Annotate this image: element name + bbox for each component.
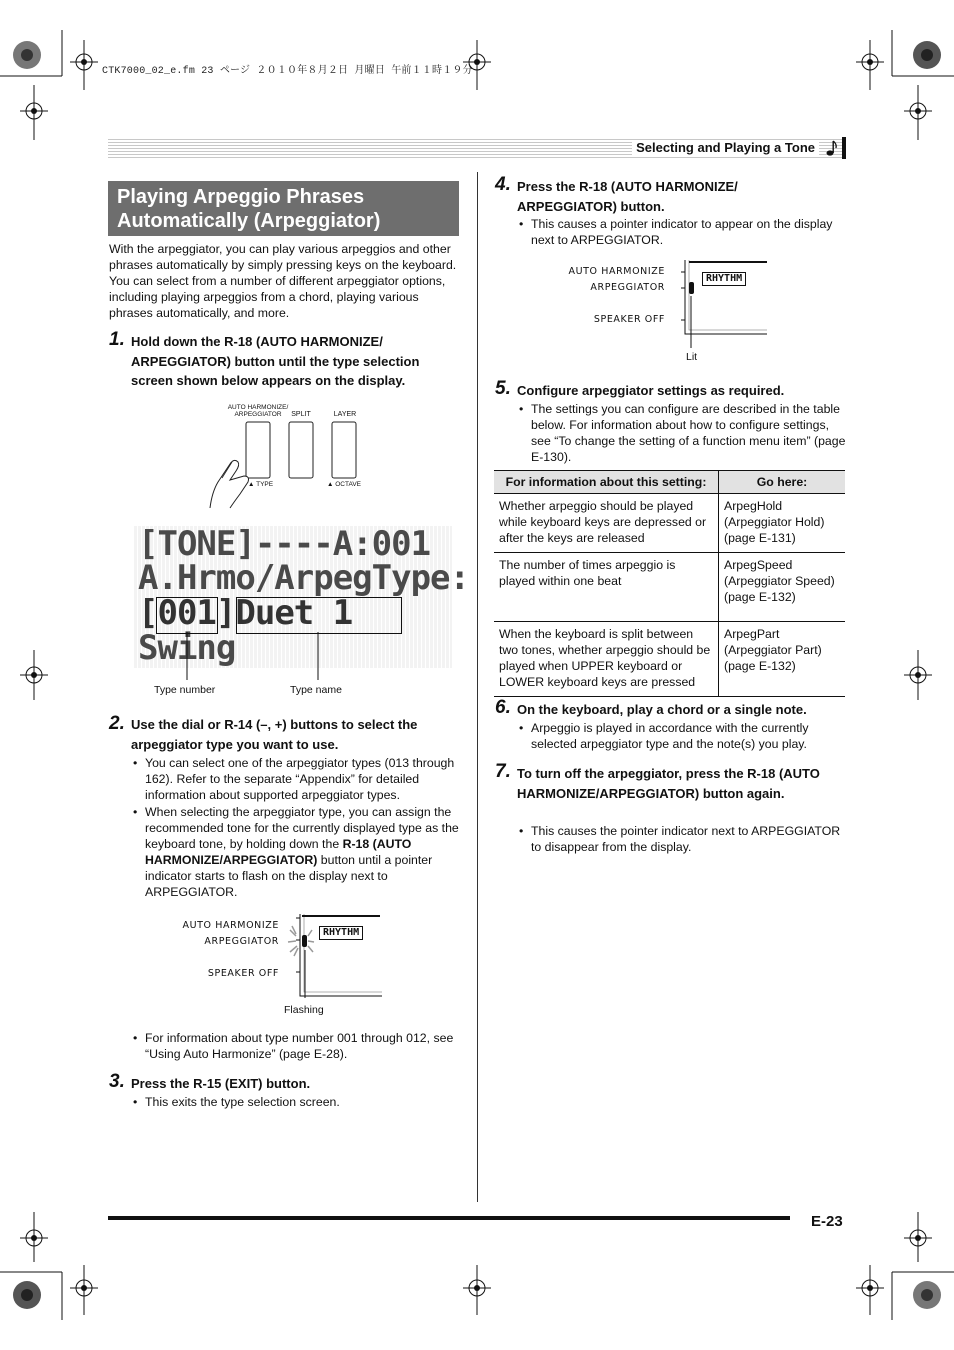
lcd-type-name: Duet 1 (235, 593, 353, 633)
lcd-line-1: [TONE]----A:001 (138, 524, 431, 564)
bullet: • The settings you can configure are described in the table below. For information about how to configure settings, see “To change the setting of a function menu item” (page E-130). (517, 401, 847, 465)
caption-lit: Lit (686, 351, 698, 363)
table-header: For information about this setting: (494, 471, 719, 494)
step4-bullets (517, 216, 847, 248)
table-row (494, 553, 845, 622)
step-number: 6. (495, 697, 511, 718)
bullet: • When selecting the arpeggiator type, you can assign the recommended tone for the currently displayed type as the keyboard tone, by holding down the R-18 (AUTO HARMONIZE/ARPEGGIATOR) button until a pointer indicator starts to flash on the display next to ARPEGGIATOR. (131, 804, 461, 900)
header-bar (842, 137, 846, 159)
rhythm-indicator: RHYTHM (319, 926, 363, 940)
label-layer: LAYER (333, 411, 357, 418)
caption-flashing: Flashing (284, 1004, 324, 1016)
column-divider (477, 172, 478, 1202)
step-text: Configure arpeggiator settings as required. (517, 383, 785, 398)
table-row (494, 622, 845, 697)
table-cell: When the keyboard is split between two tones, whether arpeggio should be played when UPPER keyboard or LOWER keyboard keys are pressed (494, 622, 719, 697)
lcd-line-3: [001]Duet 1 (138, 593, 353, 633)
step-text: Press the R-18 (AUTO HARMONIZE/ ARPEGGIATOR) button. (517, 179, 738, 214)
flashing-indicator-figure (150, 912, 390, 1010)
label-speaker-off: SPEAKER OFF (207, 968, 279, 979)
step2-bullets (131, 755, 461, 900)
page-number: E-23 (811, 1213, 843, 1230)
section-title: Playing Arpeggio Phrases Automatically (Arpeggiator) (108, 181, 459, 236)
step-text: Press the R-15 (EXIT) button. (131, 1076, 311, 1091)
table-row (494, 494, 845, 553)
label-type: ▲ TYPE (248, 481, 274, 488)
footer-rule (108, 1216, 790, 1220)
label-split: SPLIT (291, 411, 311, 418)
table-cell: Whether arpeggio should be played while keyboard keys are depressed or after the keys are released (494, 494, 719, 553)
step5-bullets (517, 401, 847, 465)
step-number: 5. (495, 378, 511, 399)
rhythm-indicator: RHYTHM (702, 272, 746, 286)
step-number: 4. (495, 174, 511, 195)
step-number: 7. (495, 761, 511, 782)
type-number-frame (156, 597, 218, 634)
lcd-callouts (130, 628, 460, 684)
step2-bullets-extra (131, 1030, 461, 1062)
note-icon (826, 139, 838, 157)
caption-type-number: Type number (154, 684, 216, 696)
label-auto-harmonize: AUTO HARMONIZE (568, 266, 665, 277)
lcd-type-number: 001 (157, 593, 216, 633)
step-text: To turn off the arpeggiator, press the R-18 (AUTO HARMONIZE/ARPEGGIATOR) button again. (517, 766, 820, 801)
step6-bullets (517, 720, 847, 752)
type-name-frame (236, 597, 402, 634)
flashing-callout (300, 950, 310, 1000)
label-arpeggiator: ARPEGGIATOR (204, 936, 279, 947)
step7-bullets (517, 823, 847, 855)
bullet: • This exits the type selection screen. (131, 1094, 461, 1110)
table-cell: ArpegPart (Arpeggiator Part) (page E-132) (719, 622, 846, 697)
buttons-figure (200, 402, 370, 514)
bullet: • For information about type number 001 through 012, see “Using Auto Harmonize” (page E-28). (131, 1030, 461, 1062)
step3-bullets (131, 1094, 461, 1110)
running-header: Selecting and Playing a Tone (632, 140, 819, 155)
bullet: • This causes the pointer indicator next to ARPEGGIATOR to disappear from the display. (517, 823, 847, 855)
table-cell: ArpegSpeed (Arpeggiator Speed) (page E-132) (719, 553, 846, 622)
label-octave: ▲ OCTAVE (327, 481, 362, 488)
label-arpeggiator: ARPEGGIATOR (590, 282, 665, 293)
step-text: On the keyboard, play a chord or a single note. (517, 702, 807, 717)
step-text: Hold down the R-18 (AUTO HARMONIZE/ ARPEGGIATOR) button until the type selection screen shown below appears on the display. (131, 334, 420, 388)
file-header: CTK7000_02_e.fm 23 ページ ２０１０年８月２日 月曜日 午前１１時１９分 (102, 66, 473, 77)
bullet: • You can select one of the arpeggiator types (013 through 162). Refer to the separate “Appendix” for detailed information about supported arpeggiator types. (131, 755, 461, 803)
lcd-line-4: Swing (138, 628, 236, 668)
lcd-line-2: A.Hrmo/ArpegType: (138, 558, 469, 598)
label-speaker-off: SPEAKER OFF (593, 314, 665, 325)
step-number: 1. (109, 329, 125, 350)
bullet: • This causes a pointer indicator to appear on the display next to ARPEGGIATOR. (517, 216, 847, 248)
caption-type-name: Type name (290, 684, 342, 696)
label-auto-harmonize: AUTO HARMONIZE/ ARPEGGIATOR (227, 404, 289, 418)
table-header-row (494, 471, 845, 494)
table-cell: ArpegHold (Arpeggiator Hold) (page E-131) (719, 494, 846, 553)
step-text: Use the dial or R-14 (–, +) buttons to select the arpeggiator type you want to use. (131, 717, 418, 752)
label-auto-harmonize: AUTO HARMONIZE (182, 920, 279, 931)
step-number: 3. (109, 1071, 125, 1092)
display-frame (665, 258, 775, 340)
table-cell: The number of times arpeggio is played within one beat (494, 553, 719, 622)
settings-table (494, 470, 845, 697)
lit-indicator-figure (540, 258, 780, 348)
bullet: • Arpeggio is played in accordance with the currently selected arpeggiator type and the note(s) you play. (517, 720, 847, 752)
intro-paragraph: With the arpeggiator, you can play various arpeggios and other phrases automatically by simply pressing keys on the keyboard. You can select from a number of different arpeggiator options, including playing arpeggios from a chord, playing various phrases automatically, and more. (109, 242, 457, 320)
lit-callout (686, 296, 696, 350)
table-header: Go here: (719, 471, 846, 494)
step-number: 2. (109, 713, 125, 734)
